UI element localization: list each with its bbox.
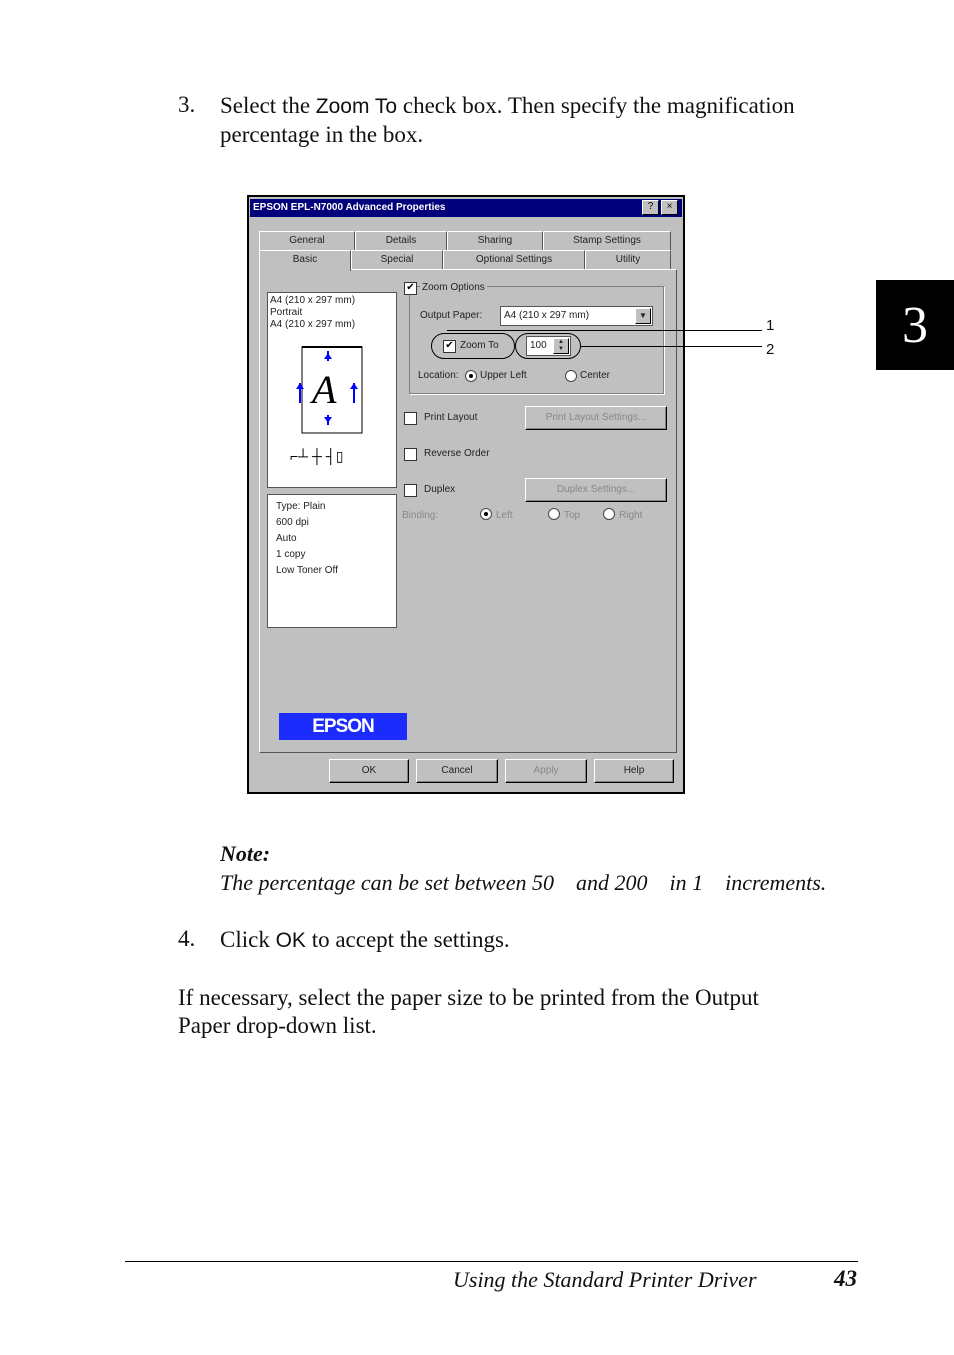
callout-number-1: 1 <box>766 317 775 334</box>
preview-orientation: Portrait <box>270 307 303 318</box>
binding-right-radio[interactable] <box>603 508 615 520</box>
step-4-text-before: Click <box>220 927 270 952</box>
summary-mode: Auto <box>276 533 297 544</box>
note-heading: Note: <box>220 841 271 866</box>
zoom-to-label: Zoom To <box>460 340 499 351</box>
tab-general[interactable]: General <box>259 231 355 250</box>
step-3-text-before: Select the <box>220 93 311 118</box>
spin-arrows-icon[interactable]: ▲ ▼ <box>553 338 569 354</box>
reverse-order-label: Reverse Order <box>424 448 490 459</box>
tab-details[interactable]: Details <box>355 231 447 250</box>
callout-number-2: 2 <box>766 341 775 358</box>
duplex-settings-button[interactable]: Duplex Settings... <box>525 478 667 502</box>
output-paper-label: Output Paper: <box>420 310 483 321</box>
binding-top-label: Top <box>564 510 581 521</box>
dialog-title: EPSON EPL-N7000 Advanced Properties <box>253 202 446 213</box>
help-title-button[interactable]: ? <box>642 200 659 215</box>
tab-special[interactable]: Special <box>351 250 443 269</box>
preview-paper-size: A4 (210 x 297 mm) <box>270 295 356 306</box>
step-3-text-after: check box. Then specify the magnification <box>402 93 795 118</box>
tab-basic[interactable]: Basic <box>259 250 351 271</box>
output-paper-select[interactable] <box>500 306 653 326</box>
paragraph-line-2: Paper drop-down list. <box>178 1013 377 1038</box>
svg-text:⌐┴ ┼ ┤▯: ⌐┴ ┼ ┤▯ <box>290 448 344 464</box>
step-4-number: 4. <box>178 926 196 951</box>
binding-label: Binding: <box>402 510 439 521</box>
reverse-order-checkbox[interactable] <box>404 448 417 461</box>
step-4-text-after: to accept the settings. <box>311 927 510 952</box>
chapter-tab: 3 <box>876 280 954 370</box>
callout-line-1 <box>447 330 762 331</box>
zoom-percent-value: 100 <box>530 340 547 351</box>
ok-button[interactable]: OK <box>329 759 409 783</box>
dialog-title-bar <box>250 199 682 217</box>
advanced-properties-dialog <box>247 195 685 794</box>
step-3-number: 3. <box>178 92 196 117</box>
closing-paragraph <box>178 984 868 1040</box>
print-layout-checkbox[interactable] <box>404 412 417 425</box>
footer-rule <box>125 1261 858 1262</box>
step-4-text <box>220 926 510 955</box>
help-button[interactable]: Help <box>594 759 674 783</box>
note-text: The percentage can be set between 50 and 200 in 1 increments. <box>220 870 827 895</box>
preview-box <box>267 292 397 488</box>
zoom-value-callout-oval <box>515 333 581 359</box>
preview-output-size: A4 (210 x 297 mm) <box>270 319 356 330</box>
svg-text:A: A <box>312 367 337 412</box>
footer-title: Using the Standard Printer Driver <box>453 1267 757 1292</box>
apply-button[interactable]: Apply <box>505 759 587 783</box>
step-3-text <box>220 92 870 149</box>
binding-left-radio[interactable] <box>480 508 492 520</box>
close-title-button[interactable]: × <box>661 200 678 215</box>
page-number: 43 <box>834 1266 857 1291</box>
summary-resolution: 600 dpi <box>276 517 309 528</box>
summary-toner: Low Toner Off <box>276 565 338 576</box>
paragraph-line-1: If necessary, select the paper size to be printed from the Output <box>178 985 759 1010</box>
ok-term: OK <box>275 929 306 952</box>
page-preview-icon <box>288 343 368 483</box>
tab-utility[interactable]: Utility <box>585 250 671 269</box>
center-radio[interactable] <box>565 370 577 382</box>
center-label: Center <box>580 370 611 381</box>
step-3-line2: percentage in the box. <box>220 122 424 147</box>
print-layout-settings-button[interactable]: Print Layout Settings... <box>525 406 667 430</box>
upper-left-radio[interactable] <box>465 370 477 382</box>
binding-right-label: Right <box>619 510 643 521</box>
duplex-checkbox[interactable] <box>404 484 417 497</box>
tab-sharing[interactable]: Sharing <box>447 231 543 250</box>
print-layout-label: Print Layout <box>424 412 478 423</box>
zoom-to-checkbox[interactable]: ✔ <box>443 340 456 353</box>
binding-left-label: Left <box>496 510 513 521</box>
output-paper-value: A4 (210 x 297 mm) <box>504 310 590 321</box>
summary-copies: 1 copy <box>276 549 306 560</box>
tab-optional-settings[interactable]: Optional Settings <box>443 250 585 269</box>
duplex-label: Duplex <box>424 484 456 495</box>
location-label: Location: <box>418 370 459 381</box>
chevron-down-icon: ▼ <box>635 308 651 324</box>
upper-left-label: Upper Left <box>480 370 527 381</box>
zoom-options-label: Zoom Options <box>422 282 485 293</box>
epson-logo: EPSON <box>279 713 407 740</box>
zoom-options-checkbox[interactable]: ✔ <box>404 282 417 295</box>
summary-type: Type: Plain <box>276 501 326 512</box>
tab-stamp-settings[interactable]: Stamp Settings <box>543 231 671 250</box>
zoom-to-callout-oval <box>431 333 515 359</box>
binding-top-radio[interactable] <box>548 508 560 520</box>
zoom-to-term: Zoom To <box>315 95 398 118</box>
settings-summary-box <box>267 494 397 628</box>
cancel-button[interactable]: Cancel <box>416 759 498 783</box>
callout-line-2 <box>580 346 762 347</box>
